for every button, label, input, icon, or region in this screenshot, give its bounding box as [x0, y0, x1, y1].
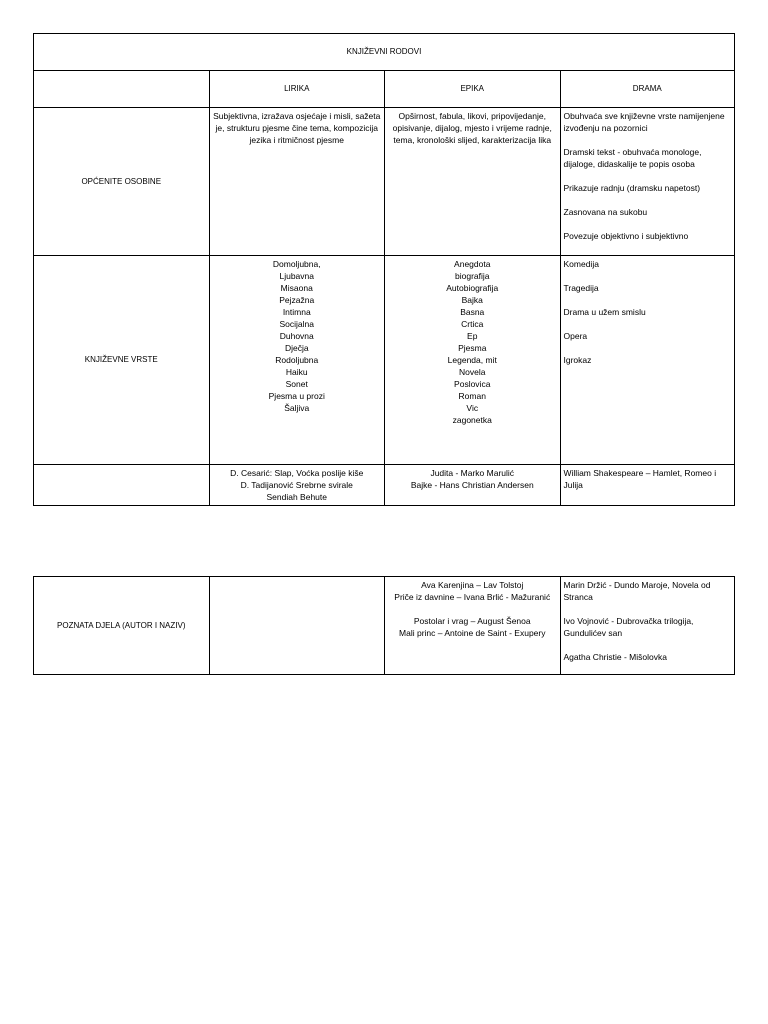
list-item: Pjesma u prozi	[268, 391, 325, 401]
epika-famous-works-cell	[385, 577, 561, 675]
list-item: Priče iz davnine – Ivana Brlić - Mažuranić	[394, 592, 551, 602]
column-header-epika: EPIKA	[385, 71, 561, 108]
list-item: Sendiah Behute	[266, 492, 327, 502]
list-item: Poslovica	[454, 379, 491, 389]
list-item: Basna	[460, 307, 485, 317]
list-item: Marin Držić - Dundo Maroje, Novela od Stranca	[563, 580, 711, 602]
list-item: Rodoljubna	[275, 355, 319, 365]
list-item: Roman	[458, 391, 486, 401]
empty-row-label-cell	[34, 465, 210, 506]
lirika-famous-works-cell	[209, 577, 385, 675]
list-item: Dječja	[284, 343, 309, 353]
list-item: Haiku	[285, 367, 308, 377]
table-title: KNJIŽEVNI RODOVI	[34, 34, 735, 71]
list-item: Duhovna	[279, 331, 314, 341]
drama-feature: Obuhvaća sve književne vrste namijenjene izvođenju na pozornici	[563, 111, 725, 133]
list-item: Ljubavna	[279, 271, 314, 281]
list-item: Novela	[459, 367, 486, 377]
lirika-works-cell	[209, 465, 385, 506]
list-item: Pejzažna	[279, 295, 315, 305]
list-item: Postolar i vrag – August Šenoa	[413, 616, 531, 626]
list-item: Misaona	[280, 283, 313, 293]
empty-corner-cell	[34, 71, 210, 108]
drama-famous-works-cell	[560, 577, 735, 675]
list-item: Judita - Marko Marulić	[430, 468, 515, 478]
list-item: Domoljubna,	[272, 259, 321, 269]
list-item: Sonet	[285, 379, 308, 389]
drama-feature: Povezuje objektivno i subjektivno	[563, 231, 689, 241]
list-item: Tragedija	[563, 283, 599, 293]
drama-feature: Prikazuje radnju (dramsku napetost)	[563, 183, 701, 193]
drama-feature: Zasnovana na sukobu	[563, 207, 648, 217]
drama-works-cell: William Shakespeare – Hamlet, Romeo i Julija	[560, 465, 735, 506]
list-item: Mali princ – Antoine de Saint - Exupery	[399, 628, 546, 638]
column-header-lirika: LIRIKA	[209, 71, 385, 108]
list-item: Crtica	[461, 319, 484, 329]
list-item: zagonetka	[452, 415, 492, 425]
list-item: Igrokaz	[563, 355, 592, 365]
literary-genres-table	[33, 33, 735, 506]
list-item: Pjesma	[458, 343, 487, 353]
row-label-vrste: KNJIŽEVNE VRSTE	[34, 256, 210, 465]
list-item: biografija	[455, 271, 490, 281]
list-item: Ivo Vojnović - Dubrovačka trilogija, Gundulićev san	[563, 616, 694, 638]
column-header-drama: DRAMA	[560, 71, 735, 108]
row-label-poznata-djela: POZNATA DJELA (AUTOR I NAZIV)	[34, 577, 210, 675]
list-item: Intimna	[282, 307, 311, 317]
list-item: Bajka	[461, 295, 483, 305]
famous-works-table	[33, 576, 735, 675]
list-item: Anegdota	[454, 259, 491, 269]
epika-works-cell	[385, 465, 561, 506]
list-item: Bajke - Hans Christian Andersen	[410, 480, 534, 490]
list-item: D. Tadijanović Srebrne svirale	[240, 480, 353, 490]
list-item: Vic	[466, 403, 479, 413]
drama-features-cell	[560, 108, 735, 256]
row-label-opcenite: OPĆENITE OSOBINE	[34, 108, 210, 256]
drama-genres-cell	[560, 256, 735, 465]
list-item: Komedija	[563, 259, 599, 269]
list-item: Autobiografija	[446, 283, 499, 293]
list-item: Ep	[467, 331, 478, 341]
list-item: Ava Karenjina – Lav Tolstoj	[421, 580, 524, 590]
list-item: Agatha Christie - Mišolovka	[563, 652, 667, 662]
list-item: Legenda, mit	[447, 355, 497, 365]
list-item: D. Cesarić: Slap, Voćka poslije kiše	[230, 468, 364, 478]
list-item: Drama u užem smislu	[563, 307, 646, 317]
drama-feature: Dramski tekst - obuhvaća monologe, dijaloge, didaskalije te popis osoba	[563, 147, 702, 169]
list-item: Opera	[563, 331, 588, 341]
lirika-genres-cell	[209, 256, 385, 465]
list-item: Socijalna	[279, 319, 314, 329]
lirika-features-cell: Subjektivna, izražava osjećaje i misli, sažeta je, strukturu pjesme čine tema, kompozicija jezika i ritmičnost pjesme	[209, 108, 385, 256]
list-item: Šaljiva	[284, 403, 310, 413]
epika-features-cell: Opširnost, fabula, likovi, pripovijedanje, opisivanje, dijalog, mjesto i vrijeme radnje, tema, kronološki slijed, karakterizacija lika	[385, 108, 561, 256]
epika-genres-cell	[385, 256, 561, 465]
